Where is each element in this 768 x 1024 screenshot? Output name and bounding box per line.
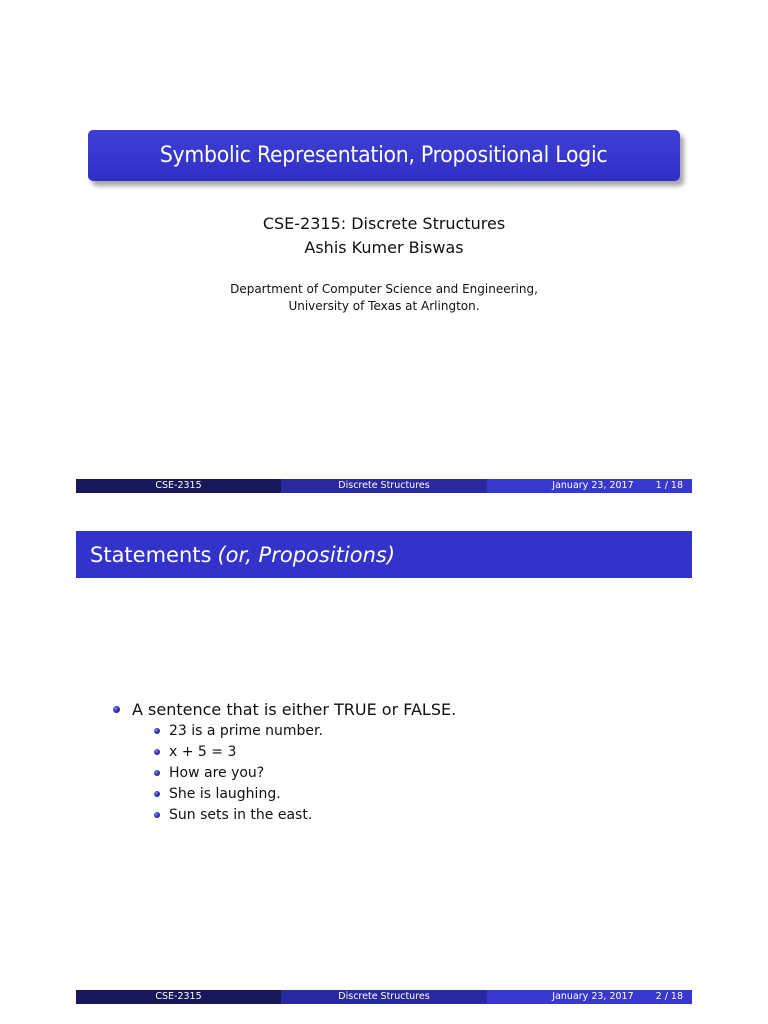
- bullet-text: A sentence that is either TRUE or FALSE.: [132, 699, 457, 719]
- sub-bullet-text: She is laughing.: [169, 785, 281, 802]
- bullet-ball-icon: [154, 770, 160, 776]
- footer-page-number: 1 / 18: [655, 480, 683, 491]
- statement-list: [113, 698, 456, 825]
- slide1-title-box: [88, 130, 680, 181]
- example-list: [113, 720, 456, 825]
- slide1-title: Symbolic Representation, Propositional Logic: [160, 143, 608, 168]
- footer-right: [487, 990, 692, 1004]
- slide2-title: Statements: [90, 542, 212, 567]
- department: Department of Computer Science and Engineering,: [230, 282, 538, 296]
- footer-page-number: 2 / 18: [655, 991, 683, 1002]
- sub-bullet-text: 23 is a prime number.: [169, 722, 323, 739]
- slide1-footer: [76, 479, 692, 493]
- bullet-ball-icon: [154, 749, 160, 755]
- list-item: [154, 804, 456, 825]
- bullet-ball-icon: [113, 706, 120, 713]
- list-item: [113, 698, 456, 825]
- university: University of Texas at Arlington.: [288, 299, 480, 313]
- list-item: [154, 720, 456, 741]
- list-item: [154, 741, 456, 762]
- footer-course-name: Discrete Structures: [281, 990, 487, 1004]
- author-name: Ashis Kumer Biswas: [304, 238, 464, 257]
- bullet-ball-icon: [154, 812, 160, 818]
- sub-bullet-text: x + 5 = 3: [169, 743, 237, 760]
- footer-date: January 23, 2017: [552, 991, 634, 1002]
- footer-course-name: Discrete Structures: [281, 479, 487, 493]
- slide2-footer: [76, 990, 692, 1004]
- footer-date: January 23, 2017: [552, 480, 634, 491]
- footer-short-title: CSE-2315: [76, 479, 281, 493]
- sub-bullet-text: How are you?: [169, 764, 265, 781]
- slide2-title-italic: (or, Propositions): [217, 542, 396, 567]
- bullet-ball-icon: [154, 791, 160, 797]
- sub-bullet-text: Sun sets in the east.: [169, 806, 313, 823]
- slide2-frame-title: [76, 531, 692, 578]
- footer-right: [487, 479, 692, 493]
- footer-short-title: CSE-2315: [76, 990, 281, 1004]
- bullet-ball-icon: [154, 728, 160, 734]
- list-item: [154, 762, 456, 783]
- course-name: CSE-2315: Discrete Structures: [262, 214, 506, 233]
- list-item: [154, 783, 456, 804]
